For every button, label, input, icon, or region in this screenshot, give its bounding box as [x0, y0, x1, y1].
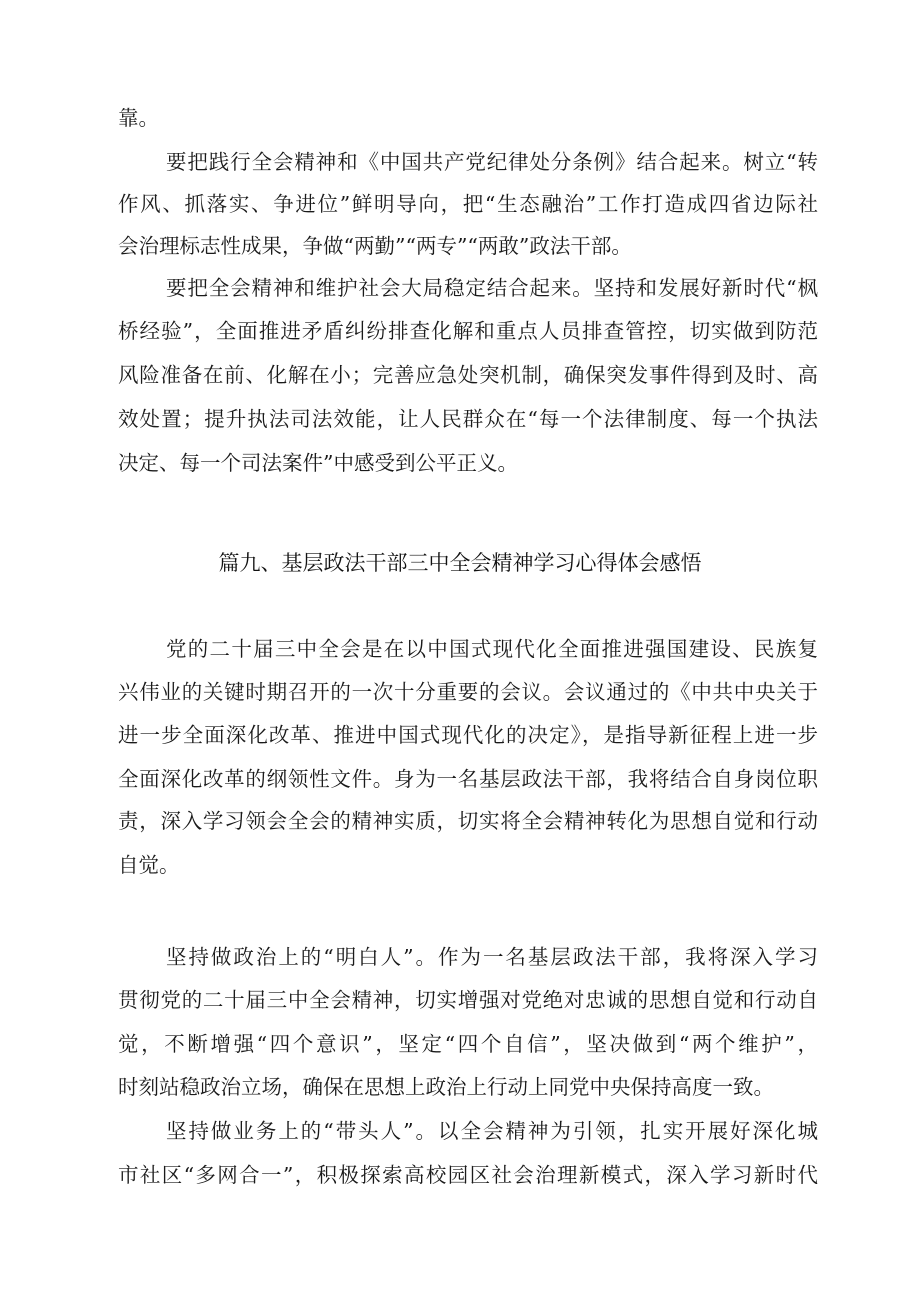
paragraph-line: 要把践行全会精神和《中国共产党纪律处分条例》结合起来。树立“转	[166, 150, 818, 174]
paragraph-line: 贯彻党的二十届三中全会精神，切实增强对党绝对忠诚的思想自觉和行动自	[118, 988, 818, 1012]
paragraph-line: 坚持做政治上的“明白人”。作为一名基层政法干部，我将深入学习	[166, 945, 818, 969]
paragraph-line: 全面深化改革的纲领性文件。身为一名基层政法干部，我将结合自身岗位职	[118, 767, 818, 791]
paragraph-line: 党的二十届三中全会是在以中国式现代化全面推进强国建设、民族复	[166, 637, 818, 661]
paragraph-line: 进一步全面深化改革、推进中国式现代化的决定》，是指导新征程上进一步	[118, 723, 818, 747]
paragraph-line: 责，深入学习领会全会的精神实质，切实将全会精神转化为思想自觉和行动	[118, 809, 818, 833]
paragraph-line: 兴伟业的关键时期召开的一次十分重要的会议。会议通过的《中共中央关于	[118, 680, 818, 704]
section-heading: 篇九、基层政法干部三中全会精神学习心得体会感悟	[218, 551, 702, 575]
paragraph-line: 时刻站稳政治立场，确保在思想上政治上行动上同党中央保持高度一致。	[118, 1075, 774, 1099]
paragraph-line: 桥经验”，全面推进矛盾纠纷排查化解和重点人员排查管控，切实做到防范	[118, 319, 818, 343]
paragraph-line: 市社区“多网合一”，积极探索高校园区社会治理新模式，深入学习新时代	[118, 1163, 818, 1187]
paragraph-line: 要把全会精神和维护社会大局稳定结合起来。坚持和发展好新时代“枫	[166, 276, 818, 300]
paragraph-line: 作风、抓落实、争进位”鲜明导向，把“生态融治”工作打造成四省边际社	[118, 192, 818, 216]
paragraph-line: 觉，不断增强“四个意识”，坚定“四个自信”，坚决做到“两个维护”，	[118, 1032, 818, 1056]
paragraph-line: 自觉。	[118, 853, 180, 877]
paragraph-line: 会治理标志性成果，争做“两勤”“两专”“两敢”政法干部。	[118, 234, 632, 258]
paragraph-line: 效处置；提升执法司法效能，让人民群众在“每一个法律制度、每一个执法	[118, 407, 818, 431]
paragraph-line: 决定、每一个司法案件”中感受到公平正义。	[118, 451, 518, 475]
paragraph-line: 风险准备在前、化解在小；完善应急处突机制，确保突发事件得到及时、高	[118, 363, 818, 387]
paragraph-line: 坚持做业务上的“带头人”。以全会精神为引领，扎实开展好深化城	[166, 1119, 818, 1143]
paragraph-line: 靠。	[118, 106, 159, 130]
